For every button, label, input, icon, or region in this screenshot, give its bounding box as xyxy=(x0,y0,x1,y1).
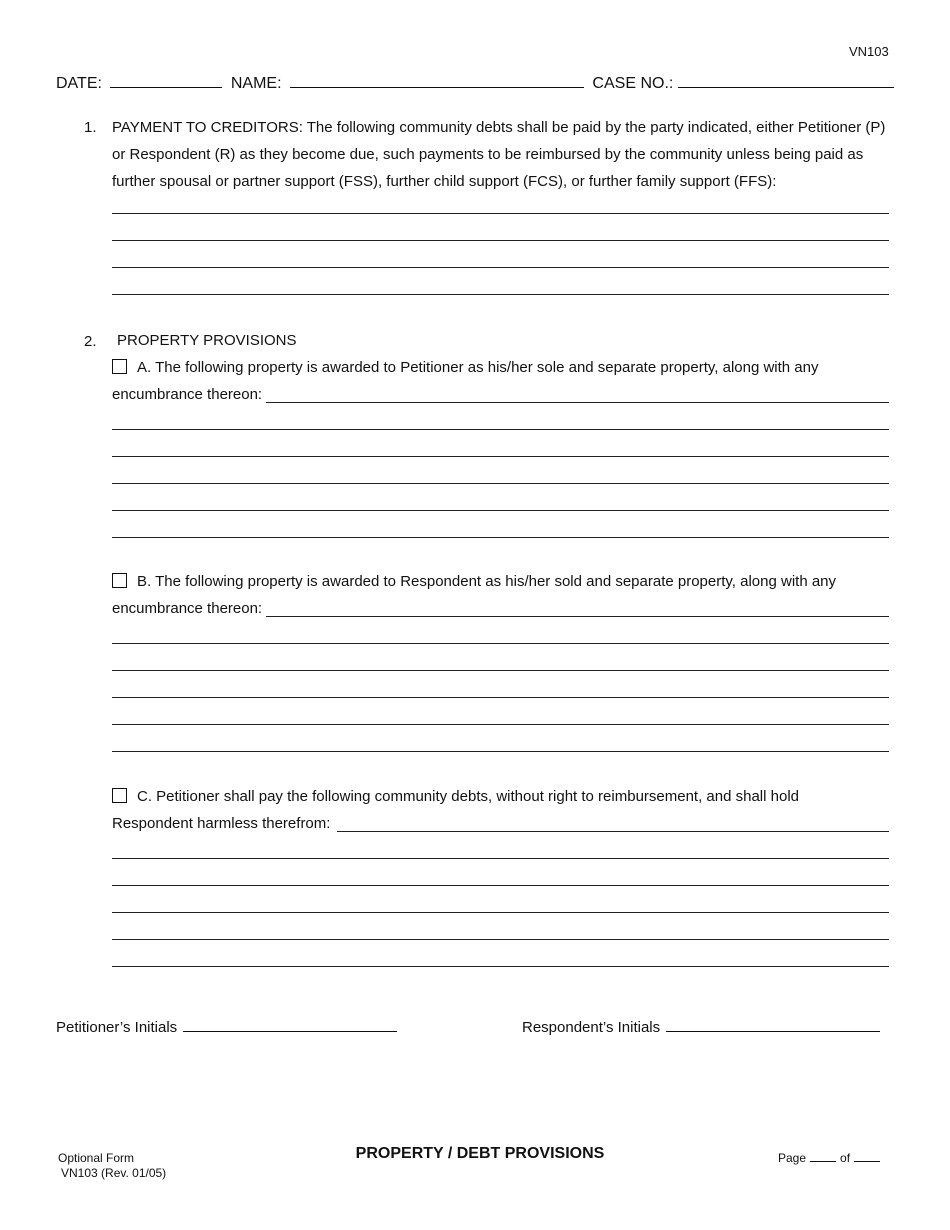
option-a-lead-line[interactable] xyxy=(266,402,889,403)
form-revision: VN103 (Rev. 01/05) xyxy=(61,1166,167,1180)
page-total-field[interactable] xyxy=(854,1151,880,1162)
option-a-checkbox[interactable] xyxy=(112,359,127,374)
name-label: NAME: xyxy=(230,75,282,92)
option-b-line[interactable] xyxy=(112,670,889,671)
petitioner-initials-field[interactable] xyxy=(183,1019,397,1032)
page-number-field[interactable] xyxy=(810,1151,836,1162)
section-2-number: 2. xyxy=(84,333,97,350)
page-label: Page xyxy=(778,1151,807,1165)
option-a-line[interactable] xyxy=(112,483,889,484)
option-b-row xyxy=(112,573,836,590)
option-c-line[interactable] xyxy=(112,885,889,886)
form-code: VN103 xyxy=(849,44,889,59)
option-c-line[interactable] xyxy=(112,912,889,913)
option-b-checkbox[interactable] xyxy=(112,573,127,588)
option-c-line[interactable] xyxy=(112,858,889,859)
section-1-text: PAYMENT TO CREDITORS: The following community debts shall be paid by the party indicated, either Petitioner (P) or Respondent (R) as they become due, such payments to be reimbursed by the community unless being paid as further spousal or partner support (FSS), further child support (FCS), or further family support (FFS): xyxy=(112,119,886,190)
option-b-line[interactable] xyxy=(112,724,889,725)
petitioner-initials-label: Petitioner’s Initials xyxy=(56,1019,178,1036)
optional-form-label: Optional Form xyxy=(58,1151,135,1165)
option-a-text: A. The following property is awarded to Petitioner as his/her sole and separate property, along with any xyxy=(137,359,819,376)
option-c-line[interactable] xyxy=(112,966,889,967)
option-a-lead: encumbrance thereon: xyxy=(112,386,263,403)
page-number-row xyxy=(778,1151,884,1165)
of-label: of xyxy=(840,1151,851,1165)
date-field[interactable] xyxy=(110,73,222,88)
date-label: DATE: xyxy=(56,75,102,92)
footer-title: PROPERTY / DEBT PROVISIONS xyxy=(355,1145,605,1162)
respondent-initials-field[interactable] xyxy=(666,1019,880,1032)
option-a-line[interactable] xyxy=(112,456,889,457)
option-c-line[interactable] xyxy=(112,939,889,940)
option-b-lead-line[interactable] xyxy=(266,616,889,617)
section-1-number: 1. xyxy=(84,119,97,136)
option-b-lead: encumbrance thereon: xyxy=(112,600,263,617)
section-1-line[interactable] xyxy=(112,294,889,295)
option-c-lead-line[interactable] xyxy=(337,831,889,832)
section-1-line[interactable] xyxy=(112,267,889,268)
option-a-line[interactable] xyxy=(112,537,889,538)
section-1-line[interactable] xyxy=(112,213,889,214)
option-a-line[interactable] xyxy=(112,510,889,511)
petitioner-initials-row xyxy=(56,1019,397,1036)
option-b-line[interactable] xyxy=(112,751,889,752)
respondent-initials-row xyxy=(522,1019,880,1036)
option-c-text: C. Petitioner shall pay the following community debts, without right to reimbursement, and shall hold xyxy=(137,788,799,805)
option-c-lead: Respondent harmless therefrom: xyxy=(112,815,331,832)
case-number-label: CASE NO.: xyxy=(592,75,674,92)
section-1-line[interactable] xyxy=(112,240,889,241)
option-c-row xyxy=(112,788,799,805)
option-b-text: B. The following property is awarded to Respondent as his/her sold and separate property, along with any xyxy=(137,573,837,590)
option-a-line[interactable] xyxy=(112,429,889,430)
case-number-field[interactable] xyxy=(678,73,894,88)
respondent-initials-label: Respondent’s Initials xyxy=(522,1019,661,1036)
name-field[interactable] xyxy=(290,73,584,88)
option-a-row xyxy=(112,359,819,376)
option-c-checkbox[interactable] xyxy=(112,788,127,803)
option-b-line[interactable] xyxy=(112,697,889,698)
section-2-title: PROPERTY PROVISIONS xyxy=(117,332,297,349)
option-b-line[interactable] xyxy=(112,643,889,644)
header-row xyxy=(56,73,894,93)
